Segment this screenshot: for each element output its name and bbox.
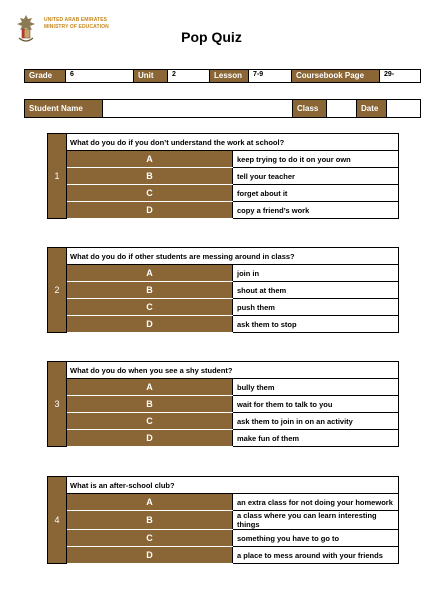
- answer-option[interactable]: [48, 511, 399, 530]
- question-block: [47, 361, 399, 447]
- answer-option[interactable]: [48, 316, 399, 333]
- option-text[interactable]: keep trying to do it on your own: [233, 151, 399, 168]
- answer-option[interactable]: [48, 530, 399, 547]
- option-letter: C: [67, 530, 233, 547]
- question-text: What do you do if other students are messing around in class?: [67, 248, 399, 265]
- info-bar: [24, 69, 421, 83]
- option-text[interactable]: ask them to stop: [233, 316, 399, 333]
- option-letter: A: [67, 151, 233, 168]
- student-name-label: Student Name: [25, 100, 103, 118]
- option-letter: B: [67, 511, 233, 530]
- answer-option[interactable]: [48, 151, 399, 168]
- question-text: What do you do when you see a shy student?: [67, 362, 399, 379]
- option-letter: D: [67, 316, 233, 333]
- option-text[interactable]: ask them to join in on an activity: [233, 413, 399, 430]
- option-letter: B: [67, 396, 233, 413]
- answer-option[interactable]: [48, 379, 399, 396]
- question-number: 4: [48, 477, 67, 564]
- answer-option[interactable]: [48, 185, 399, 202]
- option-letter: B: [67, 168, 233, 185]
- option-letter: C: [67, 299, 233, 316]
- option-text[interactable]: an extra class for not doing your homework: [233, 494, 399, 511]
- option-text[interactable]: forget about it: [233, 185, 399, 202]
- option-text[interactable]: wait for them to talk to you: [233, 396, 399, 413]
- option-letter: A: [67, 379, 233, 396]
- option-letter: D: [67, 547, 233, 564]
- answer-option[interactable]: [48, 265, 399, 282]
- answer-option[interactable]: [48, 299, 399, 316]
- option-text[interactable]: a class where you can learn interesting things: [233, 511, 399, 530]
- question-block: [47, 476, 399, 564]
- option-letter: A: [67, 494, 233, 511]
- option-letter: C: [67, 185, 233, 202]
- date-label: Date: [357, 100, 387, 118]
- student-bar: [24, 99, 421, 118]
- ministry-line-1: UNITED ARAB EMIRATES: [44, 17, 108, 23]
- question-number: 1: [48, 134, 67, 219]
- class-label: Class: [293, 100, 327, 118]
- answer-option[interactable]: [48, 202, 399, 219]
- answer-option[interactable]: [48, 547, 399, 564]
- ministry-line-2: MINISTRY OF EDUCATION: [44, 23, 109, 30]
- option-text[interactable]: make fun of them: [233, 430, 399, 447]
- option-text[interactable]: shout at them: [233, 282, 399, 299]
- question-block: [47, 133, 399, 219]
- student-name-field[interactable]: [103, 100, 293, 118]
- option-text[interactable]: tell your teacher: [233, 168, 399, 185]
- option-text[interactable]: bully them: [233, 379, 399, 396]
- unit-field[interactable]: 2: [168, 70, 210, 83]
- option-text[interactable]: join in: [233, 265, 399, 282]
- date-field[interactable]: [387, 100, 421, 118]
- option-letter: D: [67, 430, 233, 447]
- answer-option[interactable]: [48, 430, 399, 447]
- grade-field[interactable]: 6: [66, 70, 134, 83]
- answer-option[interactable]: [48, 396, 399, 413]
- unit-label: Unit: [134, 70, 168, 83]
- option-letter: A: [67, 265, 233, 282]
- coursebook-page-label: Coursebook Page: [292, 70, 380, 83]
- class-field[interactable]: [327, 100, 357, 118]
- option-text[interactable]: copy a friend’s work: [233, 202, 399, 219]
- option-letter: D: [67, 202, 233, 219]
- option-text[interactable]: something you have to go to: [233, 530, 399, 547]
- grade-label: Grade: [25, 70, 66, 83]
- coursebook-page-field[interactable]: 29-: [380, 70, 421, 83]
- option-text[interactable]: push them: [233, 299, 399, 316]
- question-text: What is an after-school club?: [67, 477, 399, 494]
- answer-option[interactable]: [48, 282, 399, 299]
- answer-option[interactable]: [48, 494, 399, 511]
- lesson-label: Lesson: [210, 70, 249, 83]
- question-text: What do you do if you don’t understand the work at school?: [67, 134, 399, 151]
- option-text[interactable]: a place to mess around with your friends: [233, 547, 399, 564]
- question-number: 2: [48, 248, 67, 333]
- question-number: 3: [48, 362, 67, 447]
- option-letter: B: [67, 282, 233, 299]
- answer-option[interactable]: [48, 413, 399, 430]
- lesson-field[interactable]: 7-9: [249, 70, 292, 83]
- answer-option[interactable]: [48, 168, 399, 185]
- page-title: Pop Quiz: [181, 29, 242, 45]
- question-block: [47, 247, 399, 333]
- option-letter: C: [67, 413, 233, 430]
